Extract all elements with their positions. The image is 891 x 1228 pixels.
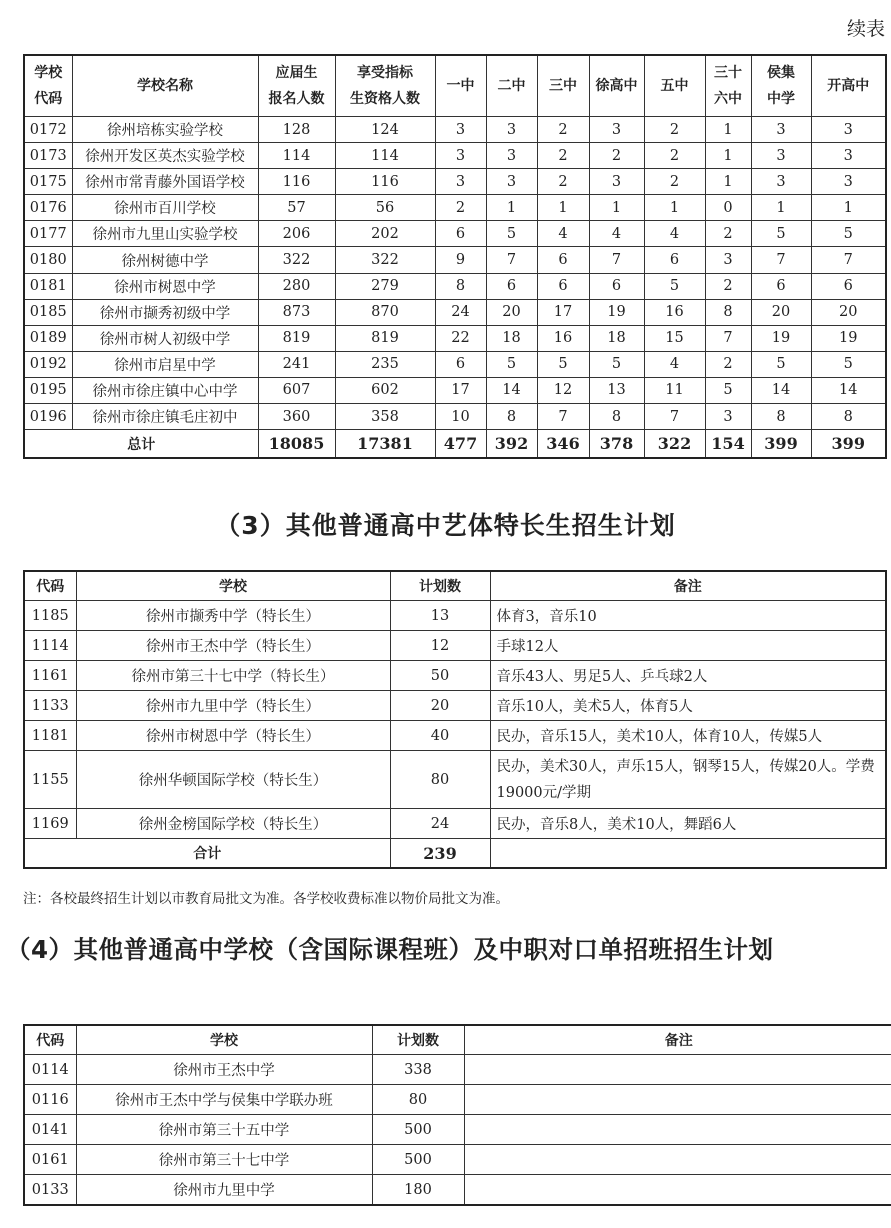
table-cell: 1133 xyxy=(24,691,76,721)
table-cell: 6 xyxy=(751,273,811,299)
table-cell: 80 xyxy=(390,751,490,809)
table-cell: 3 xyxy=(705,247,751,273)
table-row xyxy=(24,1085,891,1115)
table-cell: 0161 xyxy=(24,1145,76,1175)
table-cell: 徐州市启星中学 xyxy=(72,351,258,377)
table-cell: 50 xyxy=(390,661,490,691)
table-cell: 500 xyxy=(372,1145,464,1175)
remark-cell xyxy=(464,1115,891,1145)
table-cell: 24 xyxy=(435,299,486,325)
table-cell: 5 xyxy=(589,351,644,377)
table-cell: 3 xyxy=(486,117,537,143)
other-schools-table-header xyxy=(24,1025,891,1055)
column-header: 开高中 xyxy=(811,55,886,117)
total-row xyxy=(24,430,886,459)
table-cell: 5 xyxy=(811,221,886,247)
table-cell: 2 xyxy=(537,169,589,195)
remark-cell xyxy=(464,1085,891,1115)
table-cell: 279 xyxy=(335,273,435,299)
table-cell: 3 xyxy=(435,169,486,195)
table-row xyxy=(24,117,886,143)
column-header: 计划数 xyxy=(390,571,490,601)
table-cell: 3 xyxy=(435,143,486,169)
table-row xyxy=(24,1115,891,1145)
table-cell: 0195 xyxy=(24,377,72,403)
table-cell: 114 xyxy=(335,143,435,169)
table-cell: 180 xyxy=(372,1175,464,1206)
column-header: 侯集 中学 xyxy=(751,55,811,117)
remark-cell xyxy=(464,1055,891,1085)
table-cell: 14 xyxy=(486,377,537,403)
table-cell: 0176 xyxy=(24,195,72,221)
table-row xyxy=(24,221,886,247)
table-cell: 8 xyxy=(589,404,644,430)
table-cell: 3 xyxy=(751,169,811,195)
table-row xyxy=(24,143,886,169)
table-cell: 徐州培栋实验学校 xyxy=(72,117,258,143)
table-cell: 徐州市第三十七中学（特长生） xyxy=(76,661,390,691)
table-cell: 0177 xyxy=(24,221,72,247)
table-cell: 9 xyxy=(435,247,486,273)
remark-cell: 手球12人 xyxy=(490,631,886,661)
table-cell: 7 xyxy=(811,247,886,273)
section3-title: （3）其他普通高中艺体特长生招生计划 xyxy=(215,511,676,540)
table-cell: 14 xyxy=(811,377,886,403)
table-cell: 徐州金榜国际学校（特长生） xyxy=(76,809,390,839)
table-cell: 7 xyxy=(644,404,705,430)
table-row xyxy=(24,325,886,351)
table-cell: 602 xyxy=(335,377,435,403)
total-cell: 239 xyxy=(390,839,490,869)
column-header: 学校 代码 xyxy=(24,55,72,117)
table-cell: 徐州市九里中学 xyxy=(76,1175,372,1206)
table-cell: 5 xyxy=(486,351,537,377)
table-row xyxy=(24,751,886,809)
table-cell: 0196 xyxy=(24,404,72,430)
table-cell: 607 xyxy=(258,377,335,403)
table-cell: 114 xyxy=(258,143,335,169)
table-cell: 8 xyxy=(705,299,751,325)
table-cell: 3 xyxy=(811,169,886,195)
remark-cell: 民办，音乐15人，美术10人，体育10人，传媒5人 xyxy=(490,721,886,751)
arts-sports-table-body xyxy=(24,601,886,869)
total-row xyxy=(24,839,886,869)
table-cell: 116 xyxy=(335,169,435,195)
table-cell: 1 xyxy=(811,195,886,221)
table-cell: 6 xyxy=(537,273,589,299)
table-cell: 8 xyxy=(811,404,886,430)
remark-cell: 民办，音乐8人，美术10人，舞蹈6人 xyxy=(490,809,886,839)
table-cell: 5 xyxy=(751,351,811,377)
table-row xyxy=(24,1175,891,1206)
table-row xyxy=(24,691,886,721)
table-cell: 19 xyxy=(589,299,644,325)
table-cell: 241 xyxy=(258,351,335,377)
table-cell: 1 xyxy=(486,195,537,221)
table-cell: 0185 xyxy=(24,299,72,325)
table-cell: 5 xyxy=(705,377,751,403)
table-cell: 1 xyxy=(537,195,589,221)
table-cell: 10 xyxy=(435,404,486,430)
table-cell: 80 xyxy=(372,1085,464,1115)
continued-label: 续表 xyxy=(846,18,885,40)
table-cell: 360 xyxy=(258,404,335,430)
table-cell: 124 xyxy=(335,117,435,143)
table-cell: 3 xyxy=(589,169,644,195)
table-row xyxy=(24,661,886,691)
table-cell: 56 xyxy=(335,195,435,221)
table-row xyxy=(24,377,886,403)
table-cell: 7 xyxy=(751,247,811,273)
table-cell: 1 xyxy=(644,195,705,221)
table-cell: 0180 xyxy=(24,247,72,273)
section4-title: （4）其他普通高中学校（含国际课程班）及中职对口单招班招生计划 xyxy=(6,935,774,964)
total-cell: 378 xyxy=(589,430,644,459)
table-row xyxy=(24,299,886,325)
table-cell: 徐州市第三十七中学 xyxy=(76,1145,372,1175)
table-row xyxy=(24,721,886,751)
table-cell: 5 xyxy=(811,351,886,377)
arts-sports-table-header xyxy=(24,571,886,601)
table-cell: 18 xyxy=(589,325,644,351)
table-cell: 22 xyxy=(435,325,486,351)
table-cell: 徐州市徐庄镇中心中学 xyxy=(72,377,258,403)
table-cell: 18 xyxy=(486,325,537,351)
total-cell: 399 xyxy=(811,430,886,459)
table-cell: 3 xyxy=(486,143,537,169)
table-cell: 4 xyxy=(589,221,644,247)
table-cell: 徐州市树恩中学 xyxy=(72,273,258,299)
table-cell: 徐州市王杰中学（特长生） xyxy=(76,631,390,661)
table-cell: 0114 xyxy=(24,1055,76,1085)
table-row xyxy=(24,195,886,221)
table-cell: 2 xyxy=(537,117,589,143)
column-header: 二中 xyxy=(486,55,537,117)
table-cell: 819 xyxy=(335,325,435,351)
table-cell: 0175 xyxy=(24,169,72,195)
table-cell: 322 xyxy=(335,247,435,273)
table-cell: 3 xyxy=(589,117,644,143)
column-header: 备注 xyxy=(490,571,886,601)
table-cell: 7 xyxy=(486,247,537,273)
table-cell: 1181 xyxy=(24,721,76,751)
table-cell: 40 xyxy=(390,721,490,751)
total-cell: 399 xyxy=(751,430,811,459)
table-cell: 1 xyxy=(589,195,644,221)
table-cell: 3 xyxy=(435,117,486,143)
column-header: 学校 xyxy=(76,571,390,601)
table-cell: 0141 xyxy=(24,1115,76,1145)
table-cell: 徐州市王杰中学与侯集中学联办班 xyxy=(76,1085,372,1115)
column-header: 徐高中 xyxy=(589,55,644,117)
table-cell: 1 xyxy=(751,195,811,221)
table-cell: 20 xyxy=(390,691,490,721)
table-cell: 358 xyxy=(335,404,435,430)
total-label: 总计 xyxy=(24,430,258,459)
table-row xyxy=(24,809,886,839)
table-cell: 0116 xyxy=(24,1085,76,1115)
column-header: 应届生 报名人数 xyxy=(258,55,335,117)
table-cell: 徐州市第三十五中学 xyxy=(76,1115,372,1145)
total-remark xyxy=(490,839,886,869)
table-cell: 6 xyxy=(644,247,705,273)
table-row xyxy=(24,631,886,661)
table-cell: 3 xyxy=(486,169,537,195)
quota-table xyxy=(23,54,887,459)
column-header: 享受指标 生资格人数 xyxy=(335,55,435,117)
table-cell: 8 xyxy=(435,273,486,299)
table-cell: 徐州市九里中学（特长生） xyxy=(76,691,390,721)
remark-cell xyxy=(464,1175,891,1206)
table-cell: 12 xyxy=(390,631,490,661)
other-schools-table-body xyxy=(24,1055,891,1206)
table-cell: 500 xyxy=(372,1115,464,1145)
table-cell: 11 xyxy=(644,377,705,403)
table-cell: 0172 xyxy=(24,117,72,143)
table-cell: 6 xyxy=(435,221,486,247)
table-row xyxy=(24,1145,891,1175)
table-cell: 15 xyxy=(644,325,705,351)
table-cell: 8 xyxy=(751,404,811,430)
table-cell: 819 xyxy=(258,325,335,351)
table-cell: 2 xyxy=(589,143,644,169)
table-row xyxy=(24,1055,891,1085)
column-header: 三十 六中 xyxy=(705,55,751,117)
table-cell: 20 xyxy=(811,299,886,325)
table-cell: 235 xyxy=(335,351,435,377)
table-cell: 3 xyxy=(705,404,751,430)
table-cell: 7 xyxy=(537,404,589,430)
table-cell: 徐州市九里山实验学校 xyxy=(72,221,258,247)
table-cell: 8 xyxy=(486,404,537,430)
total-cell: 154 xyxy=(705,430,751,459)
table-cell: 徐州市百川学校 xyxy=(72,195,258,221)
table-cell: 19 xyxy=(751,325,811,351)
table-cell: 5 xyxy=(751,221,811,247)
remark-cell: 民办，美术30人，声乐15人，钢琴15人，传媒20人。学费19000元/学期 xyxy=(490,751,886,809)
table-cell: 7 xyxy=(705,325,751,351)
column-header: 五中 xyxy=(644,55,705,117)
table-cell: 2 xyxy=(705,221,751,247)
table-cell: 20 xyxy=(486,299,537,325)
table-cell: 1185 xyxy=(24,601,76,631)
table-cell: 3 xyxy=(751,143,811,169)
table-cell: 2 xyxy=(537,143,589,169)
table-cell: 5 xyxy=(537,351,589,377)
quota-table-body xyxy=(24,117,886,459)
table-cell: 1 xyxy=(705,143,751,169)
table-cell: 116 xyxy=(258,169,335,195)
table-cell: 19 xyxy=(811,325,886,351)
table-cell: 873 xyxy=(258,299,335,325)
footnote: 注：各校最终招生计划以市教育局批文为准。各学校收费标准以物价局批文为准。 xyxy=(23,891,509,907)
table-row xyxy=(24,247,886,273)
column-header: 计划数 xyxy=(372,1025,464,1055)
table-cell: 3 xyxy=(751,117,811,143)
table-row xyxy=(24,601,886,631)
total-cell: 322 xyxy=(644,430,705,459)
table-cell: 17 xyxy=(435,377,486,403)
table-cell: 徐州市常青藤外国语学校 xyxy=(72,169,258,195)
table-cell: 6 xyxy=(811,273,886,299)
total-cell: 18085 xyxy=(258,430,335,459)
table-cell: 1 xyxy=(705,169,751,195)
table-cell: 4 xyxy=(537,221,589,247)
total-cell: 17381 xyxy=(335,430,435,459)
table-cell: 4 xyxy=(644,351,705,377)
table-cell: 206 xyxy=(258,221,335,247)
column-header: 三中 xyxy=(537,55,589,117)
column-header: 备注 xyxy=(464,1025,891,1055)
table-cell: 6 xyxy=(537,247,589,273)
column-header: 学校 xyxy=(76,1025,372,1055)
table-cell: 徐州市徐庄镇毛庄初中 xyxy=(72,404,258,430)
table-cell: 0192 xyxy=(24,351,72,377)
table-cell: 徐州树德中学 xyxy=(72,247,258,273)
table-cell: 3 xyxy=(811,117,886,143)
total-cell: 346 xyxy=(537,430,589,459)
table-row xyxy=(24,273,886,299)
table-cell: 2 xyxy=(644,143,705,169)
table-cell: 4 xyxy=(644,221,705,247)
table-cell: 1169 xyxy=(24,809,76,839)
table-cell: 0181 xyxy=(24,273,72,299)
table-cell: 57 xyxy=(258,195,335,221)
column-header: 代码 xyxy=(24,571,76,601)
table-cell: 338 xyxy=(372,1055,464,1085)
table-cell: 1161 xyxy=(24,661,76,691)
arts-sports-table xyxy=(23,570,887,869)
table-cell: 280 xyxy=(258,273,335,299)
quota-table-header xyxy=(24,55,886,117)
table-cell: 2 xyxy=(705,273,751,299)
table-cell: 0133 xyxy=(24,1175,76,1206)
total-label: 合计 xyxy=(24,839,390,869)
table-cell: 20 xyxy=(751,299,811,325)
table-cell: 1155 xyxy=(24,751,76,809)
column-header: 一中 xyxy=(435,55,486,117)
table-cell: 322 xyxy=(258,247,335,273)
total-cell: 477 xyxy=(435,430,486,459)
table-cell: 2 xyxy=(644,169,705,195)
table-cell: 徐州华顿国际学校（特长生） xyxy=(76,751,390,809)
table-cell: 2 xyxy=(705,351,751,377)
table-cell: 6 xyxy=(435,351,486,377)
table-cell: 870 xyxy=(335,299,435,325)
table-cell: 0173 xyxy=(24,143,72,169)
table-cell: 徐州市树恩中学（特长生） xyxy=(76,721,390,751)
total-cell: 392 xyxy=(486,430,537,459)
table-cell: 128 xyxy=(258,117,335,143)
table-cell: 13 xyxy=(390,601,490,631)
table-cell: 1 xyxy=(705,117,751,143)
remark-cell: 体育3，音乐10 xyxy=(490,601,886,631)
table-cell: 6 xyxy=(486,273,537,299)
table-cell: 202 xyxy=(335,221,435,247)
table-cell: 0189 xyxy=(24,325,72,351)
remark-cell: 音乐10人，美术5人，体育5人 xyxy=(490,691,886,721)
table-cell: 13 xyxy=(589,377,644,403)
table-cell: 16 xyxy=(644,299,705,325)
table-row xyxy=(24,169,886,195)
table-cell: 6 xyxy=(589,273,644,299)
remark-cell: 音乐43人、男足5人、乒乓球2人 xyxy=(490,661,886,691)
table-cell: 徐州市撷秀中学（特长生） xyxy=(76,601,390,631)
remark-cell xyxy=(464,1145,891,1175)
table-cell: 徐州市撷秀初级中学 xyxy=(72,299,258,325)
table-cell: 5 xyxy=(486,221,537,247)
table-cell: 徐州市树人初级中学 xyxy=(72,325,258,351)
table-cell: 16 xyxy=(537,325,589,351)
table-cell: 徐州开发区英杰实验学校 xyxy=(72,143,258,169)
column-header: 代码 xyxy=(24,1025,76,1055)
column-header: 学校名称 xyxy=(72,55,258,117)
table-cell: 2 xyxy=(644,117,705,143)
table-cell: 0 xyxy=(705,195,751,221)
table-row xyxy=(24,404,886,430)
table-cell: 5 xyxy=(644,273,705,299)
table-cell: 12 xyxy=(537,377,589,403)
table-cell: 2 xyxy=(435,195,486,221)
table-cell: 3 xyxy=(811,143,886,169)
table-cell: 徐州市王杰中学 xyxy=(76,1055,372,1085)
table-cell: 24 xyxy=(390,809,490,839)
table-cell: 1114 xyxy=(24,631,76,661)
table-row xyxy=(24,351,886,377)
table-cell: 7 xyxy=(589,247,644,273)
table-cell: 17 xyxy=(537,299,589,325)
other-schools-table xyxy=(23,1024,891,1206)
table-cell: 14 xyxy=(751,377,811,403)
